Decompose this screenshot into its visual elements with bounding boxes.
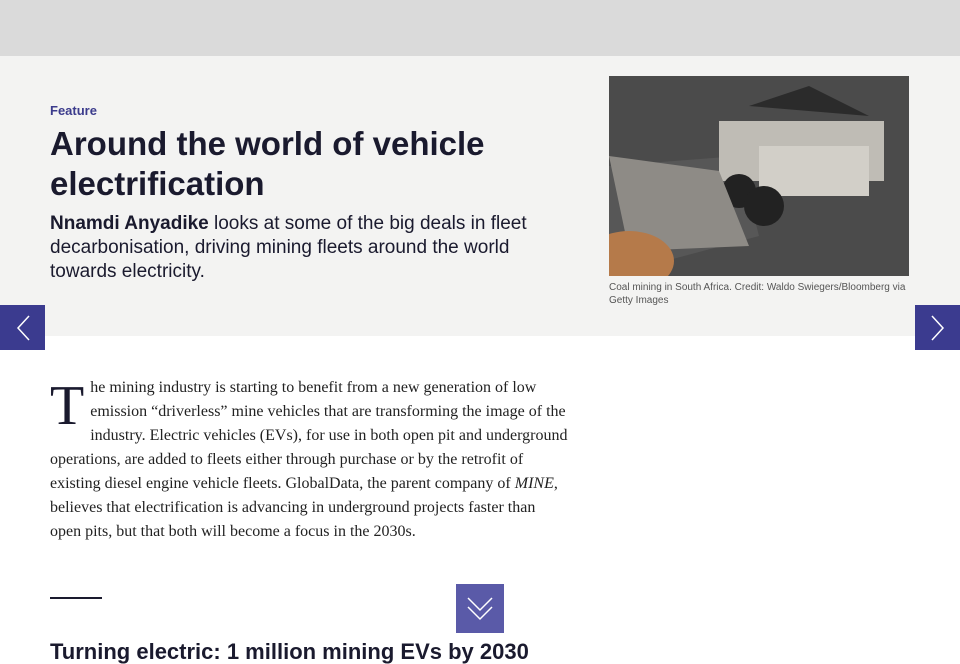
previous-article-button[interactable] <box>0 305 45 350</box>
next-article-button[interactable] <box>915 305 960 350</box>
divider <box>50 597 102 599</box>
hero-image <box>609 76 909 276</box>
page-title: Around the world of vehicle electrification <box>50 125 485 202</box>
chevron-left-icon <box>16 315 30 341</box>
mining-truck-illustration <box>609 76 909 276</box>
body-text: he mining industry is starting to benefit from a new generation of low emission “driverless” mine vehicles that are transforming the image of the industry. Electric vehicles (EVs), for use in both open pit and underground operations, are added to fleets either through purchase or by the retrofit of existing diesel engine vehicle fleets. GlobalData, the parent company of <box>50 379 568 492</box>
standfirst <box>50 212 570 284</box>
body-text-end: , believes that electrification is advancing in underground projects faster than open pits, but that both will become a focus in the 2030s. <box>50 475 558 540</box>
section-heading: Turning electric: 1 million mining EVs by 2030 <box>50 639 529 664</box>
scroll-down-button[interactable] <box>456 584 504 633</box>
image-caption: Coal mining in South Africa. Credit: Waldo Swiegers/Bloomberg via Getty Images <box>609 282 906 306</box>
author-name[interactable]: Nnamdi Anyadike <box>50 213 209 234</box>
article-category[interactable]: Feature <box>50 103 97 118</box>
top-bar <box>0 0 960 56</box>
article-body <box>50 376 570 544</box>
chevron-right-icon <box>931 315 945 341</box>
publication-name: MINE <box>514 475 554 492</box>
drop-cap: T <box>50 375 85 437</box>
standfirst-text: looks at some of the big deals in fleet decarbonisation, driving mining fleets around the world towards electricity. <box>50 213 527 282</box>
double-chevron-down-icon <box>466 596 494 622</box>
